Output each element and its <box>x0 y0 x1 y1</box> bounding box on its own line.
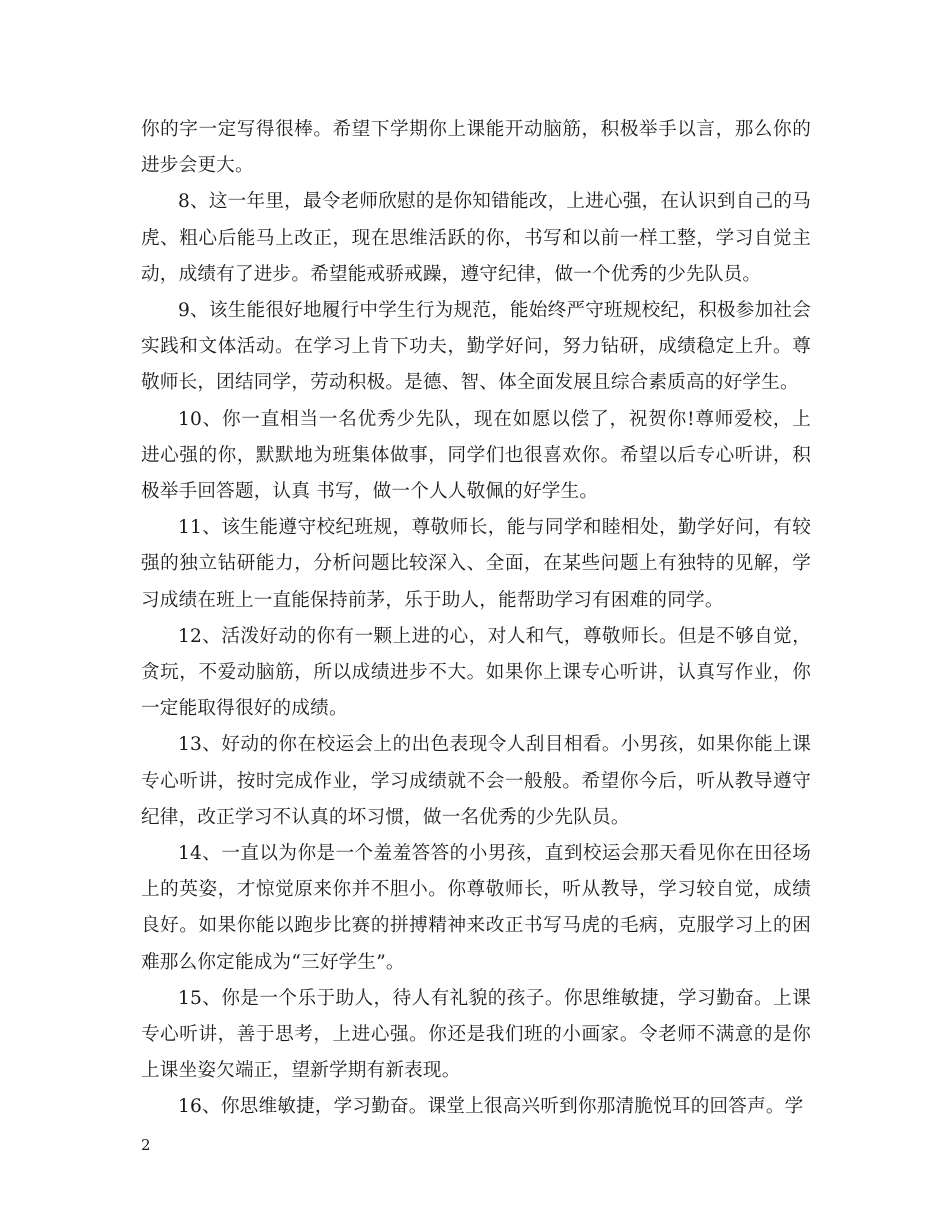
paragraph-item-15: 15、你是一个乐于助人，待人有礼貌的孩子。你思维敏捷，学习勤奋。上课专心听讲，善于思考，上进心强。你还是我们班的小画家。令老师不满意的是你上课坐姿欠端正，望新学期有新表现。 <box>141 987 811 1082</box>
paragraph-item-10: 10、你一直相当一名优秀少先队，现在如愿以偿了，祝贺你!尊师爱校，上进心强的你，默默地为班集体做事，同学们也很喜欢你。希望以后专心听讲，积极举手回答题，认真 书写，做一个人人敬佩的好学生。 <box>141 408 811 503</box>
page-number: 2 <box>141 1136 151 1154</box>
paragraph-item-12: 12、活泼好动的你有一颗上进的心，对人和气，尊敬师长。但是不够自觉，贪玩，不爱动脑筋，所以成绩进步不大。如果你上课专心听讲，认真写作业，你一定能取得很好的成绩。 <box>141 625 811 720</box>
paragraph-item-8: 8、这一年里，最令老师欣慰的是你知错能改，上进心强，在认识到自己的马虎、粗心后能马上改正，现在思维活跃的你，书写和以前一样工整，学习自觉主动，成绩有了进步。希望能戒骄戒躁，遵守纪律，做一个优秀的少先队员。 <box>141 191 811 285</box>
paragraph-item-13: 13、好动的你在校运会上的出色表现令人刮目相看。小男孩，如果你能上课专心听讲，按时完成作业，学习成绩就不会一般般。希望你今后，听从教导遵守纪律，改正学习不认真的坏习惯，做一名优秀的少先队员。 <box>141 734 811 828</box>
paragraph-continuation: 你的字一定写得很棒。希望下学期你上课能开动脑筋，积极举手以言，那么你的进步会更大。 <box>141 119 811 177</box>
paragraph-item-14: 14、一直以为你是一个羞羞答答的小男孩，直到校运会那天看见你在田径场上的英姿，才惊觉原来你并不胆小。你尊敬师长，听从教导，学习较自觉，成绩良好。如果你能以跑步比赛的拼搏精神来改正书写马虎的毛病，克服学习上的困难那么你定能成为“三好学生”。 <box>141 843 811 973</box>
paragraph-item-11: 11、该生能遵守校纪班规，尊敬师长，能与同学和睦相处，勤学好问，有较强的独立钻研能力，分析问题比较深入、全面，在某些问题上有独特的见解，学习成绩在班上一直能保持前茅，乐于助人，能帮助学习有困难的同学。 <box>141 517 811 611</box>
document-body <box>141 112 811 1126</box>
paragraph-item-16: 16、你思维敏捷，学习勤奋。课堂上很高兴听到你那清脆悦耳的回答声。学 <box>178 1096 804 1118</box>
paragraph-item-9: 9、该生能很好地履行中学生行为规范，能始终严守班规校纪，积极参加社会实践和文体活动。在学习上肯下功夫，勤学好问，努力钻研，成绩稳定上升。尊敬师长，团结同学，劳动积极。是德、智、体全面发展且综合素质高的好学生。 <box>141 300 811 394</box>
